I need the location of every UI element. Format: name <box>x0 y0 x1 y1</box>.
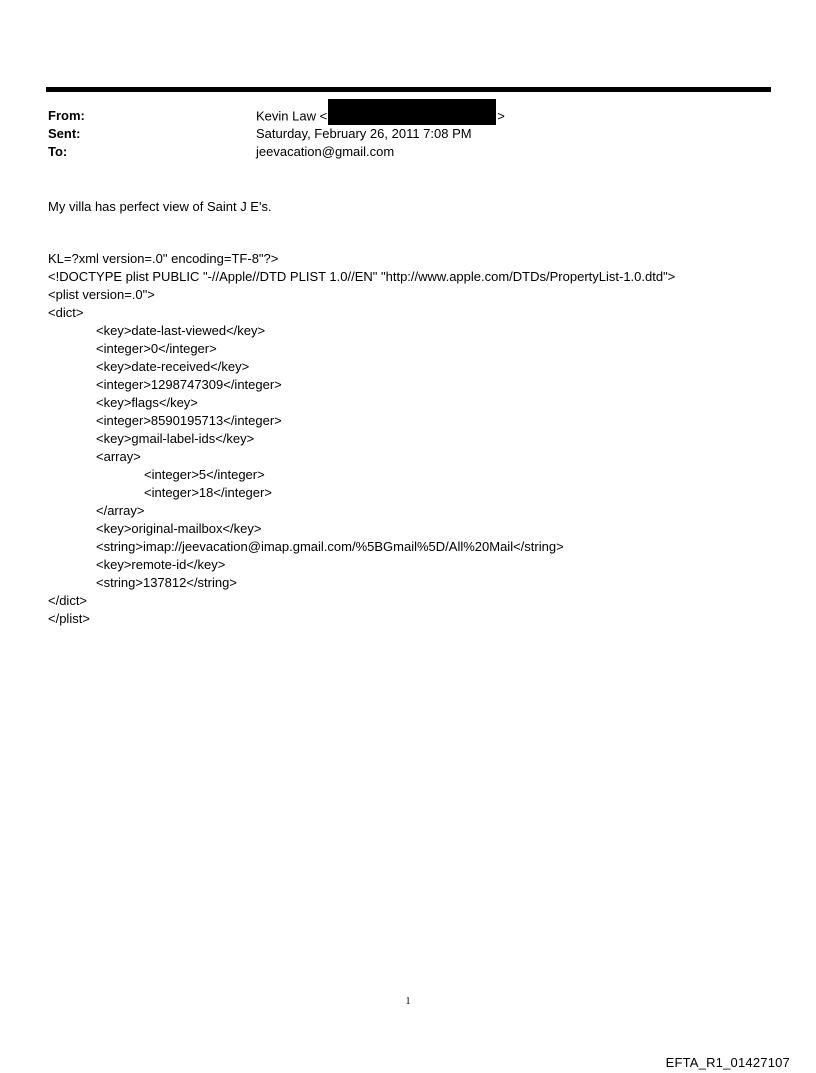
from-name: Kevin Law < <box>256 108 328 124</box>
to-value: jeevacation@gmail.com <box>256 144 395 159</box>
plist-line: <integer>5</integer> <box>144 467 265 482</box>
plist-line: <integer>18</integer> <box>144 485 272 500</box>
header-rule <box>46 87 771 92</box>
plist-line: </array> <box>96 503 145 518</box>
plist-line: KL=?xml version=.0" encoding=TF-8"?> <box>48 251 279 266</box>
plist-line: <string>imap://jeevacation@imap.gmail.com/%5BGmail%5D/All%20Mail</string> <box>96 539 564 554</box>
from-label: From: <box>48 108 85 123</box>
plist-line: <key>gmail-label-ids</key> <box>96 431 255 446</box>
to-label: To: <box>48 144 68 159</box>
message-text: My villa has perfect view of Saint J E's. <box>48 199 272 214</box>
plist-line: <integer>0</integer> <box>96 341 217 356</box>
plist-line: <dict> <box>48 305 84 320</box>
plist-line: <key>flags</key> <box>96 395 198 410</box>
from-close-bracket: > <box>497 108 505 124</box>
from-value <box>256 107 505 127</box>
plist-line: <key>original-mailbox</key> <box>96 521 262 536</box>
plist-block <box>48 250 675 628</box>
redaction-box <box>328 99 496 125</box>
plist-line: <integer>8590195713</integer> <box>96 413 282 428</box>
plist-line: </plist> <box>48 611 90 626</box>
sent-label: Sent: <box>48 126 81 141</box>
plist-line: <array> <box>96 449 141 464</box>
plist-line: <integer>1298747309</integer> <box>96 377 282 392</box>
page-number: 1 <box>405 996 411 1007</box>
plist-line: <key>date-received</key> <box>96 359 250 374</box>
sent-value: Saturday, February 26, 2011 7:08 PM <box>256 126 472 141</box>
plist-line: </dict> <box>48 593 88 608</box>
plist-line: <key>date-last-viewed</key> <box>96 323 266 338</box>
plist-line: <plist version=.0"> <box>48 287 155 302</box>
document-id: EFTA_R1_01427107 <box>665 1055 790 1070</box>
plist-line: <!DOCTYPE plist PUBLIC "-//Apple//DTD PLIST 1.0//EN" "http://www.apple.com/DTDs/PropertyList-1.0.dtd"> <box>48 269 676 284</box>
plist-line: <key>remote-id</key> <box>96 557 226 572</box>
plist-line: <string>137812</string> <box>96 575 237 590</box>
